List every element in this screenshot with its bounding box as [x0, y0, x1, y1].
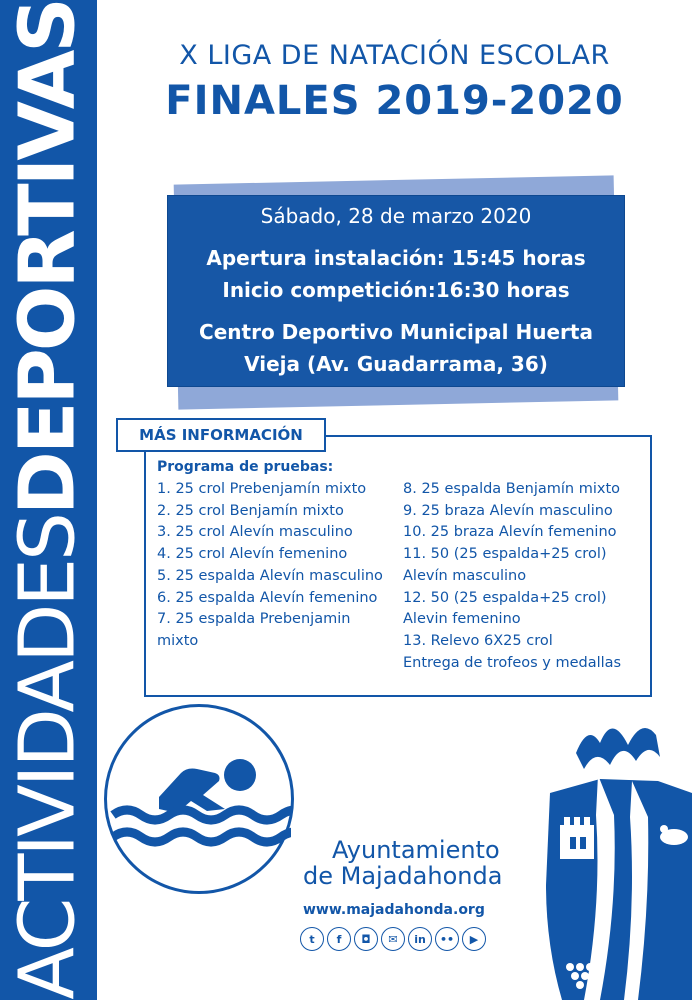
program-title: Programa de pruebas:	[157, 459, 334, 475]
program-item: Entrega de trofeos y medallas	[403, 654, 622, 671]
swimmer-emblem	[104, 704, 294, 894]
event-date: Sábado, 28 de marzo 2020	[260, 204, 532, 228]
social-icons	[300, 927, 486, 951]
program-item: 7. 25 espalda Prebenjamin	[157, 611, 351, 628]
sidebar-title-light: ACTIVIDADES	[3, 515, 93, 1000]
swimmer-icon	[107, 707, 291, 891]
sidebar-title	[3, 0, 93, 1000]
mail-icon[interactable]: ✉	[381, 927, 405, 951]
program-item: 2. 25 crol Benjamín mixto	[157, 502, 344, 519]
program-item: 12. 50 (25 espalda+25 crol)	[403, 589, 607, 606]
program-item: 9. 25 braza Alevín masculino	[403, 502, 613, 519]
website-link[interactable]: www.majadahonda.org	[303, 902, 485, 918]
program-item: 1. 25 crol Prebenjamín mixto	[157, 481, 367, 497]
linkedin-icon[interactable]: in	[408, 927, 432, 951]
program-list-left	[157, 479, 407, 653]
program-item: 6. 25 espalda Alevín femenino	[157, 589, 378, 606]
program-item: 3. 25 crol Alevín masculino	[157, 524, 353, 541]
org-name-line-1: Ayuntamiento	[332, 836, 500, 864]
program-item: 5. 25 espalda Alevín masculino	[157, 567, 383, 584]
event-info-panel	[168, 196, 624, 386]
instagram-icon[interactable]: ◘	[354, 927, 378, 951]
majadahonda-logo	[540, 705, 692, 1000]
program-list-right	[403, 479, 653, 674]
org-name-line-2: de Majadahonda	[303, 862, 503, 890]
venue-line-1: Centro Deportivo Municipal Huerta	[199, 320, 593, 344]
sidebar-banner	[0, 0, 97, 1000]
program-item: 11. 50 (25 espalda+25 crol)	[403, 546, 607, 563]
twitter-icon[interactable]: t	[300, 927, 324, 951]
venue-line-2: Vieja (Av. Guadarrama, 36)	[244, 352, 548, 376]
event-title: FINALES 2019-2020	[165, 78, 624, 124]
program-item: 8. 25 espalda Benjamín mixto	[403, 481, 621, 497]
more-info-label: MÁS INFORMACIÓN	[116, 418, 326, 452]
youtube-icon[interactable]: ▶	[462, 927, 486, 951]
flickr-icon[interactable]: ••	[435, 927, 459, 951]
program-item: Alevin femenino	[403, 611, 521, 628]
program-item: 10. 25 braza Alevín femenino	[403, 524, 617, 541]
sidebar-title-bold: DEPORTIVAS	[3, 0, 93, 516]
program-item: Alevín masculino	[403, 567, 527, 584]
facebook-icon[interactable]: f	[327, 927, 351, 951]
opening-time: Apertura instalación: 15:45 horas	[206, 246, 586, 270]
program-item: 13. Relevo 6X25 crol	[403, 632, 553, 649]
program-item: 4. 25 crol Alevín femenino	[157, 546, 348, 563]
event-subtitle: X LIGA DE NATACIÓN ESCOLAR	[179, 40, 610, 71]
program-item: mixto	[157, 632, 199, 649]
start-time: Inicio competición:16:30 horas	[222, 278, 570, 302]
